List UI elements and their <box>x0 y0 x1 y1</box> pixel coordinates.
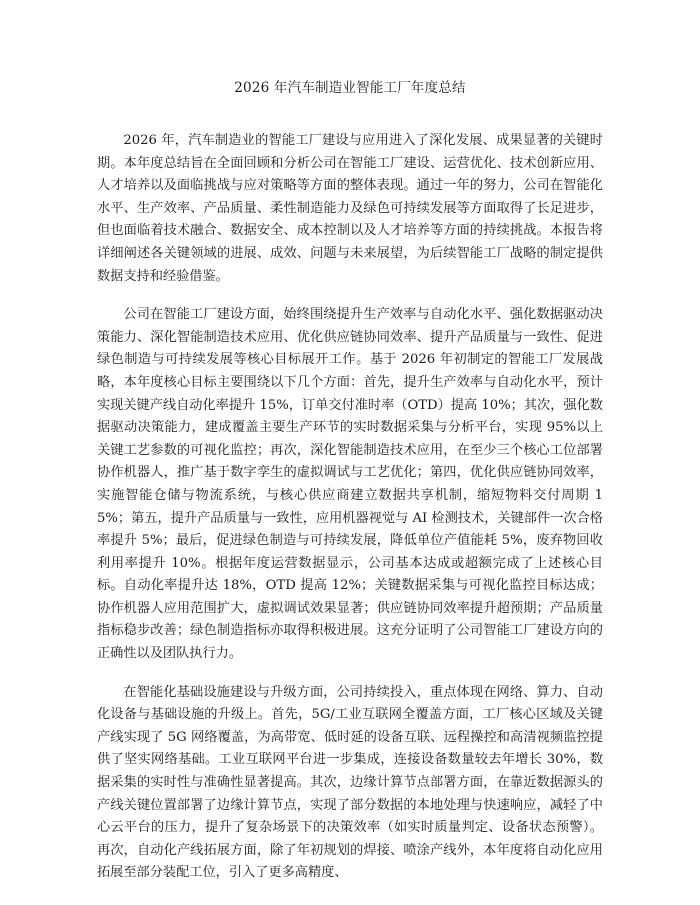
paragraph-infrastructure: 在智能化基础设施建设与升级方面，公司持续投入，重点体现在网络、算力、自动化设备与基础设施的升级上。首先，5G/工业互联网全覆盖方面，工厂核心区域及关键产线实现了 5G 网络覆盖，为高带宽、低时延的设备互联、远程操控和高清视频监控提供了坚实网络基础。工业互联网平台进一步集成，连接设备数量较去年增长 30%，数据采集的实时性与准确性显著提高。其次，边缘计算节点部署方面，在靠近数据源头的产线关键位置部署了边缘计算节点，实现了部分数据的本地处理与快速响应，减轻了中心云平台的压力，提升了复杂场景下的决策效率（如实时质量判定、设备状态预警）。再次，自动化产线拓展方面，除了年初规划的焊接、喷涂产线外，本年度将自动化应用拓展至部分装配工位，引入了更多高精度、 <box>97 684 603 881</box>
document-body <box>97 130 603 901</box>
paragraph-goals: 公司在智能工厂建设方面，始终围绕提升生产效率与自动化水平、强化数据驱动决策能力、深化智能制造技术应用、优化供应链协同效率、提升产品质量与一致性、促进绿色制造与可持续发展等核心目标展开工作。基于 2026 年初制定的智能工厂发展战略，本年度核心目标主要围绕以下几个方面：首先，提升生产效率与自动化水平，预计实现关键产线自动化率提升 15%，订单交付准时率（OTD）提高 10%；其次，强化数据驱动决策能力，建成覆盖主要生产环节的实时数据采集与分析平台，实现 95%以上关键工艺参数的可视化监控；再次，深化智能制造技术应用，在至少三个核心工位部署协作机器人，推广基于数字孪生的虚拟调试与工艺优化；第四，优化供应链协同效率，实施智能仓储与物流系统，与核心供应商建立数据共享机制，缩短物料交付周期 15%；第五，提升产品质量与一致性，应用机器视觉与 AI 检测技术，关键部件一次合格率提升 5%；最后，促进绿色制造与可持续发展，降低单位产值能耗 5%，废弃物回收利用率提升 10%。根据年度运营数据显示，公司基本达成或超额完成了上述核心目标。自动化率提升达 18%，OTD 提高 12%；关键数据采集与可视化监控目标达成；协作机器人应用范围扩大，虚拟调试效果显著；供应链协同效率提升超预期；产品质量指标稳步改善；绿色制造指标亦取得积极进展。这充分证明了公司智能工厂建设方向的正确性以及团队执行力。 <box>97 307 603 662</box>
document-title: 2026 年汽车制造业智能工厂年度总结 <box>234 80 466 96</box>
paragraph-intro: 2026 年，汽车制造业的智能工厂建设与应用进入了深化发展、成果显著的关键时期。本年度总结旨在全面回顾和分析公司在智能工厂建设、运营优化、技术创新应用、人才培养以及面临挑战与应对策略等方面的整体表现。通过一年的努力，公司在智能化水平、生产效率、产品质量、柔性制造能力及绿色可持续发展等方面取得了长足进步，但也面临着技术融合、数据安全、成本控制以及人才培养等方面的持续挑战。本报告将详细阐述各关键领域的进展、成效、问题与未来展望，为后续智能工厂战略的制定提供数据支持和经验借鉴。 <box>97 133 603 284</box>
